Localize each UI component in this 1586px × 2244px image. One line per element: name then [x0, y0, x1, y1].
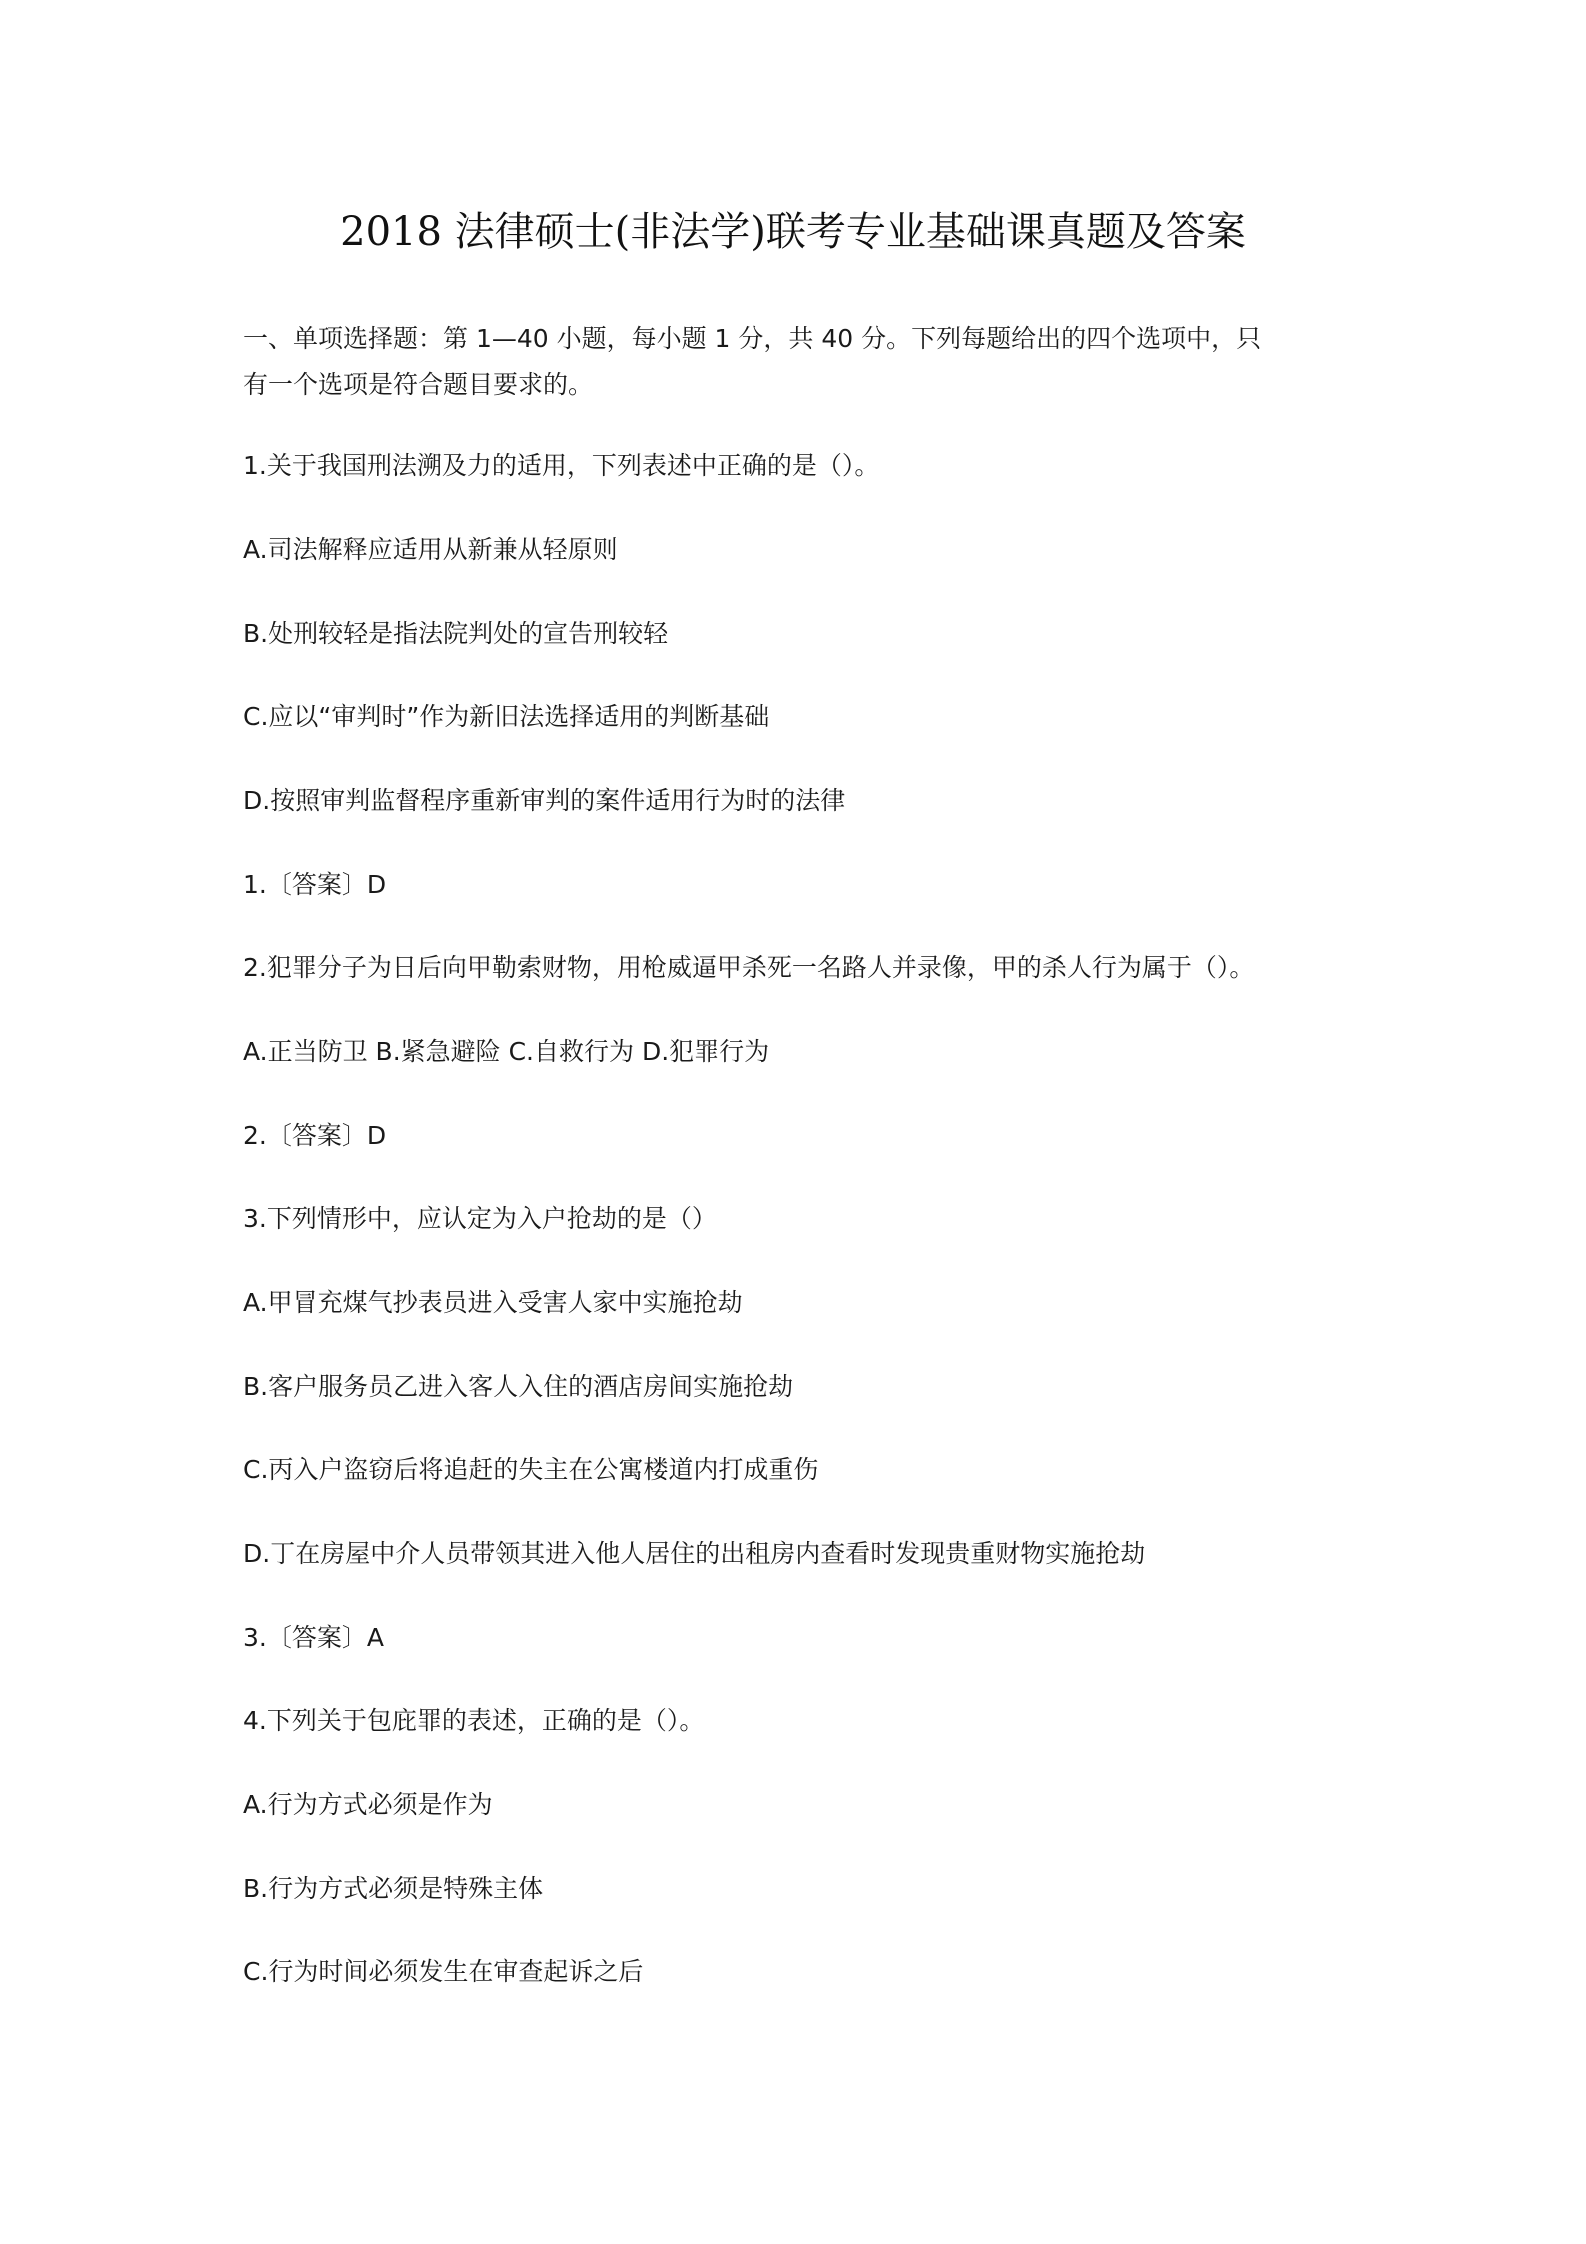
- options-2: A.正当防卫 B.紧急避险 C.自救行为 D.犯罪行为: [243, 1037, 770, 1066]
- option-3c: C.丙入户盗窃后将追赶的失主在公寓楼道内打成重伤: [243, 1455, 819, 1484]
- intro-line-2: 有一个选项是符合题目要求的。: [243, 370, 594, 399]
- option-3b: B.客户服务员乙进入客人入住的酒店房间实施抢劫: [243, 1372, 794, 1401]
- option-3a: A.甲冒充煤气抄表员进入受害人家中实施抢劫: [243, 1288, 743, 1317]
- section-intro: [243, 316, 1363, 408]
- option-4c: C.行为时间必须发生在审查起诉之后: [243, 1957, 644, 1986]
- option-1b: B.处刑较轻是指法院判处的宣告刑较轻: [243, 619, 669, 648]
- option-1d: D.按照审判监督程序重新审判的案件适用行为时的法律: [243, 786, 846, 815]
- question-4: 4.下列关于包庇罪的表述，正确的是（）。: [243, 1706, 705, 1735]
- document-title: 2018 法律硕士(非法学)联考专业基础课真题及答案: [340, 209, 1246, 255]
- question-1: 1.关于我国刑法溯及力的适用，下列表述中正确的是（）。: [243, 451, 880, 480]
- answer-3: 3.〔答案〕A: [243, 1623, 384, 1652]
- question-2: 2.犯罪分子为日后向甲勒索财物，用枪威逼甲杀死一名路人并录像，甲的杀人行为属于（）。: [243, 953, 1255, 982]
- answer-1: 1.〔答案〕D: [243, 870, 387, 899]
- option-3d: D.丁在房屋中介人员带领其进入他人居住的出租房内查看时发现贵重财物实施抢劫: [243, 1539, 1146, 1568]
- option-4a: A.行为方式必须是作为: [243, 1790, 493, 1819]
- option-4b: B.行为方式必须是特殊主体: [243, 1874, 544, 1903]
- question-3: 3.下列情形中，应认定为入户抢劫的是（）: [243, 1204, 717, 1233]
- answer-2: 2.〔答案〕D: [243, 1121, 387, 1150]
- option-1a: A.司法解释应适用从新兼从轻原则: [243, 535, 618, 564]
- option-1c: C.应以“审判时”作为新旧法选择适用的判断基础: [243, 702, 770, 731]
- intro-line-1: 一、单项选择题：第 1—40 小题，每小题 1 分，共 40 分。下列每题给出的四个选项中，只: [243, 324, 1262, 353]
